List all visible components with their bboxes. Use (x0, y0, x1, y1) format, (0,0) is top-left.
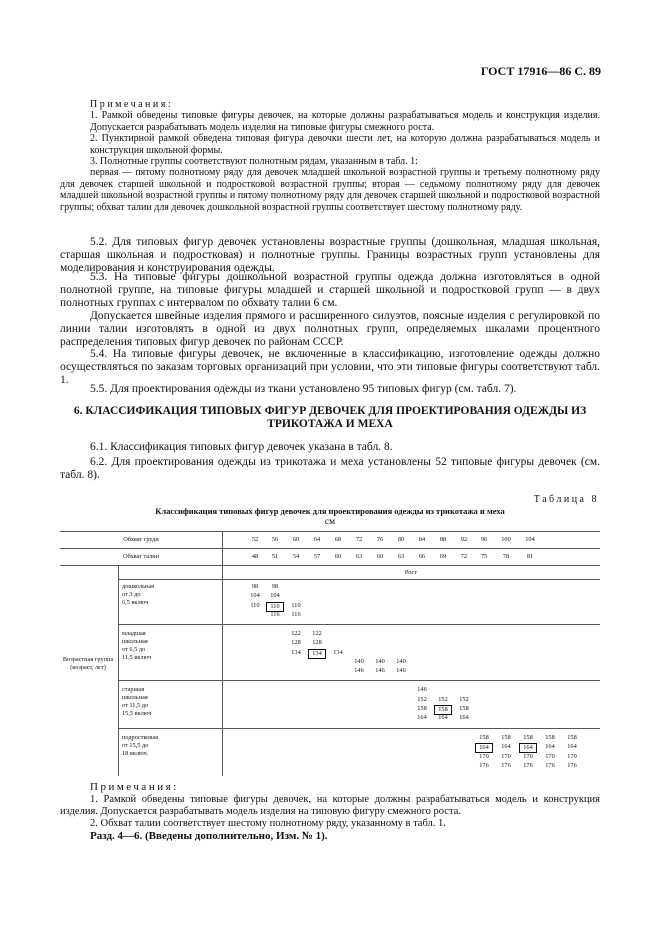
height-value: 164 (519, 743, 537, 753)
height-value: 122 (312, 630, 322, 637)
group-junior-school: младшая школьная от 6,5 до 11,5 включ (122, 630, 152, 661)
para-5-3: 5.3. На типовые фигуры дошкольной возрастной группы одежда должна изготовляться в одной полнотной группе, на типовые фигуры младшей и старшей школьной и подростковой групп — в двух полнотных группах с интервалом по обхвату талии 6 см. (60, 271, 600, 310)
height-value: 176 (501, 762, 511, 769)
height-value: 170 (567, 753, 577, 760)
height-value: 134 (291, 649, 301, 656)
height-value: 98 (271, 583, 279, 590)
chest-value: 76 (376, 536, 384, 543)
waist-value: 60 (334, 553, 342, 560)
para-6-2: 6.2. Для проектирования одежды из трикотажа и меха установлены 52 типовые фигуры девочек (см. табл. 8). (60, 456, 600, 482)
height-value: 110 (266, 602, 284, 612)
height-value: 110 (291, 602, 301, 609)
page-header: ГОСТ 17916—86 С. 89 (480, 64, 601, 78)
height-value: 164 (545, 743, 555, 750)
waist-value: 66 (418, 553, 426, 560)
waist-value: 60 (376, 553, 384, 560)
para-5-5: 5.5. Для проектирования одежды из ткани установлено 95 типовых фигур (см. табл. 7). (90, 383, 517, 395)
para-6-1: 6.1. Классификация типовых фигур девочек указана в табл. 8. (90, 441, 393, 453)
waist-value: 48 (251, 553, 259, 560)
height-value: 158 (545, 734, 555, 741)
height-value: 152 (438, 696, 448, 703)
para-5-3b: Допускается швейные изделия прямого и расширенного силуэтов, поясные изделия с регулировкой по линии талии изготовлять в одной из двух полнотных групп, определяемых шкалами процентного распределения типовых фигур девочек по районам СССР. (60, 310, 600, 349)
waist-value: 69 (439, 553, 447, 560)
height-value: 170 (545, 753, 555, 760)
waist-value: 78 (502, 553, 510, 560)
height-value: 122 (291, 630, 301, 637)
height-value: 146 (354, 667, 364, 674)
height-value: 170 (501, 753, 511, 760)
chest-value: 56 (271, 536, 279, 543)
note-2: 2. Пунктирной рамкой обведена типовая фигура девочки шести лет, на которую должна разрабатываться модель и конструкция школьной формы. (90, 133, 600, 156)
height-value: 128 (291, 639, 301, 646)
table-caption: Классификация типовых фигур девочек для проектирования одежды из трикотажа и меха (155, 506, 505, 516)
height-value: 104 (270, 592, 280, 599)
para-5-2: 5.2. Для типовых фигур девочек установлены возрастные группы (дошкольная, младшая школьная, старшая школьная и подростковая) и полнотные группы. Границы возрастных групп установлены для моделирования и конструирования одежды. (60, 236, 600, 275)
waist-value: 51 (271, 553, 279, 560)
chest-value: 60 (292, 536, 300, 543)
height-value: 116 (291, 611, 301, 618)
height-value: 158 (567, 734, 577, 741)
waist-value: 57 (313, 553, 321, 560)
notes2-item-1: 1. Рамкой обведены типовые фигуры девочек, на которые должны разрабатываться модель и конструкция изделия. Допускается разрабатывать модель изделия на типовую фигуру смежного роста. (60, 794, 600, 817)
height-value: 170 (523, 753, 533, 760)
group-senior-school: старшая школьная от 11,5 до 15,5 включ (122, 686, 152, 717)
chest-value: 84 (418, 536, 426, 543)
amendment-note: Разд. 4—6. (Введены дополнительно, Изм. № 1). (90, 830, 328, 842)
height-value: 158 (417, 705, 427, 712)
height-value: 140 (354, 658, 364, 665)
chest-value: 100 (501, 536, 511, 543)
height-value: 152 (417, 696, 427, 703)
waist-value: 54 (292, 553, 300, 560)
notes-title: Примечания: (90, 99, 174, 110)
table-unit: см (324, 517, 336, 527)
height-value: 134 (333, 649, 343, 656)
chest-value: 52 (251, 536, 259, 543)
height-value: 152 (459, 696, 469, 703)
notes2-item-2: 2. Обхват талии соответствует шестому полнотному ряду, указанному в табл. 1. (90, 818, 446, 829)
height-value: 158 (523, 734, 533, 741)
section-6-title: 6. КЛАССИФИКАЦИЯ ТИПОВЫХ ФИГУР ДЕВОЧЕК ДЛЯ ПРОЕКТИРОВАНИЯ ОДЕЖДЫ ИЗ ТРИКОТАЖА И МЕХА (73, 405, 587, 430)
height-value: 164 (438, 714, 448, 721)
chest-value: 92 (460, 536, 468, 543)
height-value: 170 (479, 753, 489, 760)
chest-value: 68 (334, 536, 342, 543)
waist-label: Обхват талии (122, 553, 160, 560)
height-value: 158 (501, 734, 511, 741)
height-value: 116 (270, 611, 280, 618)
height-label: Рост (404, 569, 418, 576)
group-adolescent: подростковая от 15,5 до 18 включ. (122, 734, 159, 757)
height-value: 164 (475, 743, 493, 753)
group-preschool: дошкольная от 3 до 6,5 включ (122, 583, 155, 606)
height-value: 164 (567, 743, 577, 750)
chest-value: 88 (439, 536, 447, 543)
height-value: 146 (375, 667, 385, 674)
waist-value: 63 (397, 553, 405, 560)
height-value: 146 (396, 667, 406, 674)
height-value: 98 (251, 583, 259, 590)
height-value: 164 (459, 714, 469, 721)
height-value: 176 (545, 762, 555, 769)
height-value: 158 (459, 705, 469, 712)
height-value: 104 (250, 592, 260, 599)
chest-label: Обхват груди (123, 536, 159, 543)
height-value: 110 (250, 602, 260, 609)
height-value: 128 (312, 639, 322, 646)
height-value: 176 (479, 762, 489, 769)
height-value: 164 (501, 743, 511, 750)
chest-value: 96 (480, 536, 488, 543)
waist-value: 81 (526, 553, 534, 560)
height-value: 176 (567, 762, 577, 769)
height-value: 158 (434, 705, 452, 715)
waist-value: 72 (460, 553, 468, 560)
height-value: 176 (523, 762, 533, 769)
height-value: 158 (479, 734, 489, 741)
chest-value: 80 (397, 536, 405, 543)
note-3-detail: первая — пятому полнотному ряду для девочек младшей школьной возрастной группы и третьему полнотному ряду для девочек старшей школьной и подростковой возрастной группы; вторая — седьмому полнотному ряду для девочек младшей школьной возрастной группы и пятому полнотному ряду для девочек старшей школьной и подростковой возрастной группы; обхват талии для девочек дошкольной возрастной группы соответствует шестому полнотному ряду. (60, 167, 600, 213)
notes2-title: Примечания: (90, 781, 179, 793)
table-label: Таблица 8 (533, 494, 599, 505)
age-group-label: Возрастная группа (возраст, лет) (62, 656, 114, 671)
chest-value: 104 (525, 536, 535, 543)
note-3: 3. Полнотные группы соответствуют полнотным рядам, указанным в табл. 1: (90, 156, 418, 167)
chest-value: 64 (313, 536, 321, 543)
height-value: 140 (396, 658, 406, 665)
waist-value: 75 (480, 553, 488, 560)
waist-value: 63 (355, 553, 363, 560)
para-5-4: 5.4. На типовые фигуры девочек, не включенные в классификацию, изготовление одежды должно осуществляться по заказам торговых организаций при условии, что эти типовые фигуры соответствуют табл. 1. (60, 348, 600, 387)
note-1: 1. Рамкой обведены типовые фигуры девочек, на которые должны разрабатываться модель и конструкция изделия. Допускается разрабатывать модель изделия на типовые фигуры смежного роста. (90, 110, 600, 133)
height-value: 164 (417, 714, 427, 721)
chest-value: 72 (355, 536, 363, 543)
height-value: 146 (417, 686, 427, 693)
height-value: 140 (375, 658, 385, 665)
height-value: 134 (308, 649, 326, 659)
